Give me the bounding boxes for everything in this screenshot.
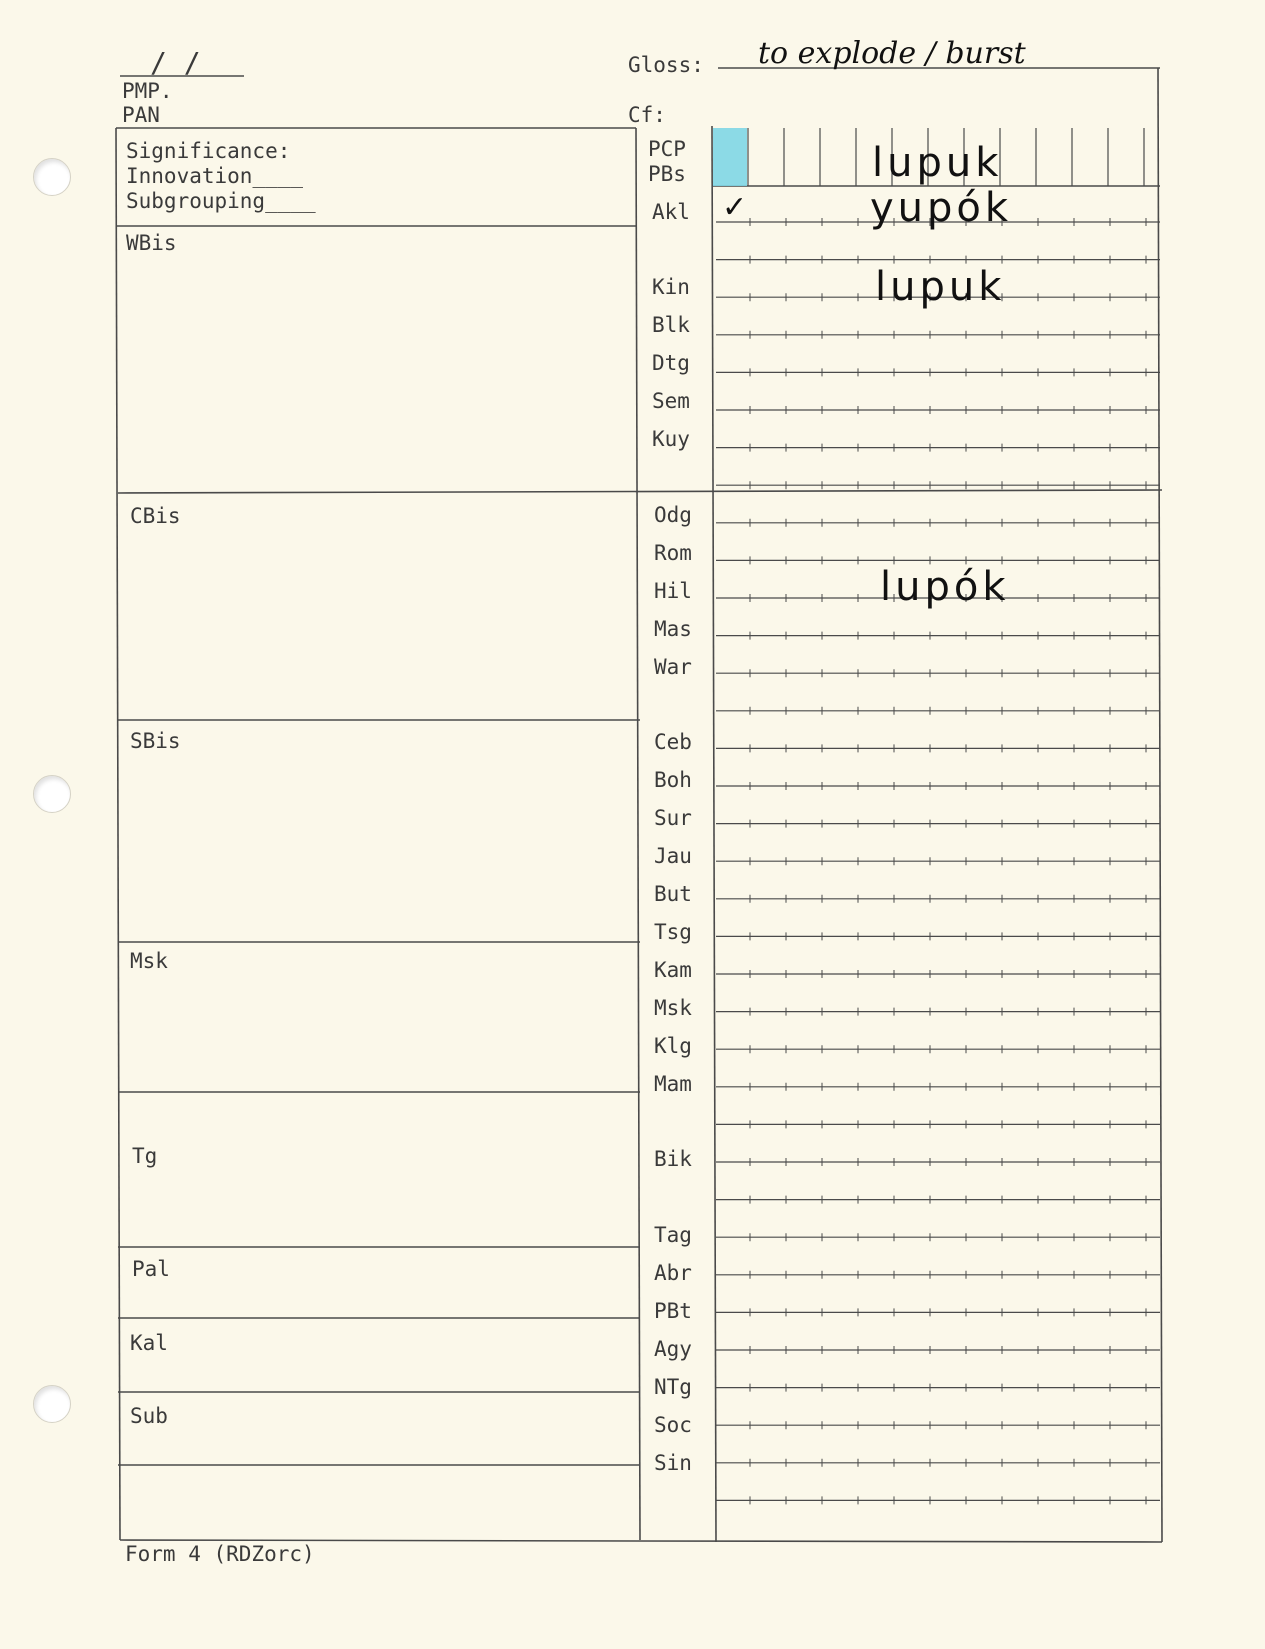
date-field[interactable]: / / [150,46,201,79]
lang-akl: Akl [652,200,690,224]
lang-kuy: Kuy [652,427,690,451]
group-tg: Tg [132,1144,158,1168]
lang-pbs: PBs [648,162,686,186]
lang-msk: Msk [654,996,692,1020]
lang-soc: Soc [654,1413,692,1437]
entry-hil[interactable]: lupók [880,564,1010,610]
lang-bik: Bik [654,1147,692,1171]
gloss-label: Gloss: [628,53,704,77]
innovation-label: Innovation____ [126,164,304,188]
lang-pcp: PCP [648,137,686,161]
lang-sin: Sin [654,1451,692,1475]
lang-jau: Jau [654,844,692,868]
group-sbis: SBis [130,729,181,753]
lang-ntg: NTg [654,1375,692,1399]
pan-label: PAN [122,103,160,127]
lang-rom: Rom [654,541,692,565]
entry-kin[interactable]: lupuk [875,264,1006,310]
lang-pbt: PBt [654,1299,692,1323]
group-msk: Msk [130,949,168,973]
lang-dtg: Dtg [652,351,690,375]
lang-ceb: Ceb [654,730,692,754]
group-cbis: CBis [130,504,181,528]
lang-abr: Abr [654,1261,692,1285]
significance-title: Significance: [126,139,291,163]
lang-klg: Klg [654,1034,692,1058]
lang-tsg: Tsg [654,920,692,944]
entry-akl[interactable]: yupók [870,185,1013,231]
lang-blk: Blk [652,313,690,337]
lang-but: But [654,882,692,906]
lang-boh: Boh [654,768,692,792]
gloss-value[interactable]: to explode / burst [758,36,1026,71]
cf-label: Cf: [628,103,666,127]
group-kal: Kal [130,1331,168,1355]
lang-kin: Kin [652,275,690,299]
lang-kam: Kam [654,958,692,982]
subgrouping-label: Subgrouping____ [126,189,316,213]
group-wbis: WBis [126,231,177,255]
pmp-label: PMP. [122,79,173,103]
lang-war: War [654,655,692,679]
lang-mam: Mam [654,1072,692,1096]
group-sub: Sub [130,1404,168,1428]
entry-pcp[interactable]: lupuk [872,140,1003,186]
lang-agy: Agy [654,1337,692,1361]
lang-mas: Mas [654,617,692,641]
lang-sem: Sem [652,389,690,413]
form-footer: Form 4 (RDZorc) [125,1542,315,1566]
lang-sur: Sur [654,806,692,830]
lang-tag: Tag [654,1223,692,1247]
group-pal: Pal [132,1257,170,1281]
lang-odg: Odg [654,503,692,527]
lang-hil: Hil [654,579,692,603]
entry-akl-check[interactable]: ✓ [722,190,752,225]
